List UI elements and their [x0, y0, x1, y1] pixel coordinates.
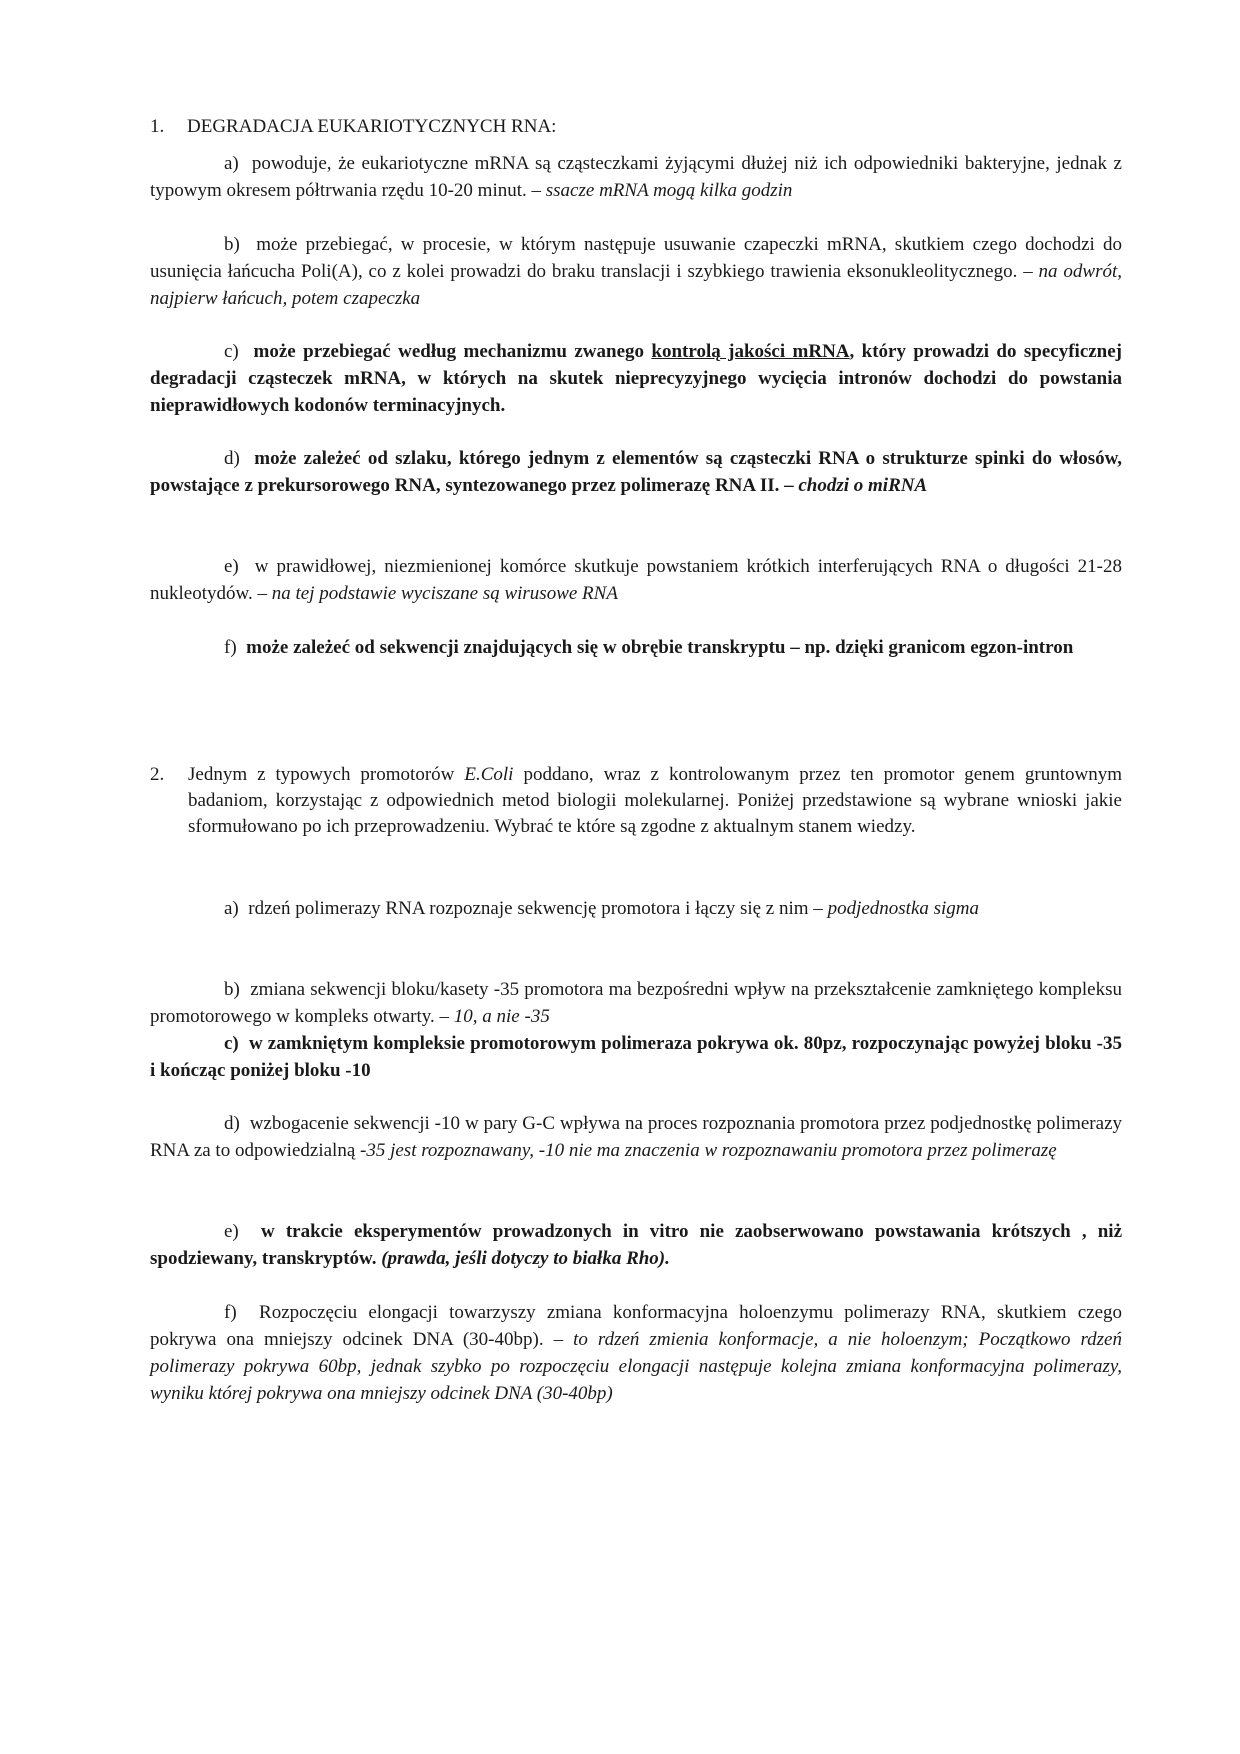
q2-option-f-label: f): [224, 1302, 237, 1323]
q2-option-a-label: a): [224, 898, 239, 919]
q2-option-a: [150, 895, 1122, 922]
question-1-number: 1.: [150, 116, 165, 137]
q1-option-b-text: może przebiegać, w procesie, w którym następuje usuwanie czapeczki mRNA, skutkiem czego dochodzi do usunięcia łańcucha Poli(A), co z kolei prowadzi do braku translacji i szybkiego trawienia eksonukleolitycznego. –: [150, 234, 1123, 282]
q1-option-c-text-underlined: kontrolą jakości mRNA: [651, 341, 850, 362]
q1-option-f-label: f): [224, 637, 237, 658]
q2-option-e-note: (prawda, jeśli dotyczy to białka Rho).: [381, 1248, 670, 1269]
q1-option-e-note: na tej podstawie wyciszane są wirusowe RNA: [271, 583, 618, 604]
q2-option-b-note: 10, a nie -35: [453, 1006, 550, 1027]
q2-option-c-label: c): [224, 1033, 239, 1054]
q2-option-d: [150, 1110, 1122, 1164]
q1-option-c-text-pre: może przebiegać według mechanizmu zwanego: [253, 341, 645, 362]
q2-option-e: [150, 1218, 1122, 1272]
q2-option-c: [150, 1030, 1122, 1084]
question-2-intro-post: poddano, wraz z kontrolowanym przez ten promotor genem gruntownym badaniom, korzystając z odpowiednich metod biologii molekularnej. Poniżej przedstawione są wybrane wnioski jakie sformułowano po ich przeprowadzeniu. Wybrać te które są zgodne z aktualnym stanem wiedzy.: [188, 764, 1123, 837]
q1-option-d-text: może zależeć od szlaku, którego jednym z elementów są cząsteczki RNA o strukturze spinki do włosów, powstające z prekursorowego RNA, syntezowanego przez polimerazę RNA II. –: [150, 448, 1123, 496]
q1-option-b: [150, 231, 1122, 312]
q1-option-b-label: b): [224, 234, 240, 255]
q2-option-a-text: rdzeń polimerazy RNA rozpoznaje sekwencję promotora i łączy się z nim –: [248, 898, 823, 919]
q1-option-b-note: na odwrót, najpierw łańcuch, potem czapeczka: [150, 261, 1122, 309]
q1-option-a: [150, 150, 1122, 204]
q2-option-b-label: b): [224, 979, 240, 1000]
question-1-title: DEGRADACJA EUKARIOTYCZNYCH RNA:: [187, 116, 557, 137]
q2-option-b: [150, 976, 1122, 1030]
q1-option-d-label: d): [224, 448, 240, 469]
q2-option-d-text: wzbogacenie sekwencji -10 w pary G-C wpływa na proces rozpoznania promotora przez podjednostkę polimerazy RNA za to odpowiedzialną: [150, 1113, 1122, 1161]
q1-option-f: [150, 634, 1122, 661]
q2-option-a-note: podjednostka sigma: [827, 898, 980, 919]
q2-option-d-note: -35 jest rozpoznawany, -10 nie ma znaczenia w rozpoznawaniu promotora przez polimerazę: [360, 1140, 1057, 1161]
q1-option-d: [150, 445, 1122, 499]
q2-option-e-label: e): [224, 1221, 239, 1242]
q2-option-f-text: Rozpoczęciu elongacji towarzyszy zmiana konformacyjna holoenzymu polimerazy RNA, skutkiem czego pokrywa ona mniejszy odcinek DNA (30-40bp). –: [150, 1302, 1123, 1350]
q1-option-f-text: może zależeć od sekwencji znajdujących się w obrębie transkryptu – np. dzięki granicom egzon-intron: [246, 637, 1074, 658]
q1-option-a-text: powoduje, że eukariotyczne mRNA są cząsteczkami żyjącymi dłużej niż ich odpowiedniki bakteryjne, jednak z typowym okresem półtrwania rzędu 10-20 minut. –: [150, 153, 1122, 201]
question-2-number: 2.: [150, 764, 165, 785]
q1-option-c: [150, 338, 1122, 419]
q2-option-f: [150, 1299, 1122, 1407]
q1-option-d-note: chodzi o miRNA: [798, 475, 928, 496]
q2-option-f-note: to rdzeń zmienia konformacje, a nie holoenzym; Początkowo rdzeń polimerazy pokrywa 60bp, jednak szybko po rozpoczęciu elongacji następuje kolejna zmiana konformacyjna polimerazy, wyniku której pokrywa ona mniejszy odcinek DNA (30-40bp): [150, 1329, 1122, 1404]
question-2-organism: E.Coli: [464, 764, 514, 785]
q1-option-a-note: ssacze mRNA mogą kilka godzin: [545, 180, 793, 201]
question-2-intro: [150, 762, 1122, 840]
q1-option-a-label: a): [224, 153, 239, 174]
q2-option-d-label: d): [224, 1113, 240, 1134]
q1-option-e-text: w prawidłowej, niezmienionej komórce skutkuje powstaniem krótkich interferujących RNA o długości 21-28 nukleotydów. –: [150, 556, 1123, 604]
q2-option-e-text: w trakcie eksperymentów prowadzonych in vitro nie zaobserwowano powstawania krótszych , niż spodziewany, transkryptów.: [150, 1221, 1123, 1269]
question-1-heading: [150, 113, 1130, 141]
q1-option-c-text-post: , który prowadzi do specyficznej degradacji cząsteczek mRNA, w których na skutek nieprecyzyjnego wycięcia intronów dochodzi do powstania nieprawidłowych kodonów terminacyjnych.: [150, 341, 1123, 416]
q1-option-e-label: e): [224, 556, 239, 577]
q2-option-b-text: zmiana sekwencji bloku/kasety -35 promotora ma bezpośredni wpływ na przekształcenie zamkniętego kompleksu promotorowego w kompleks otwarty. –: [150, 979, 1123, 1027]
q2-option-c-text: w zamkniętym kompleksie promotorowym polimeraza pokrywa ok. 80pz, rozpoczynając powyżej bloku -35 i kończąc poniżej bloku -10: [150, 1033, 1122, 1081]
question-2-intro-pre: Jednym z typowych promotorów: [188, 764, 455, 785]
q1-option-c-label: c): [224, 341, 239, 362]
q1-option-e: [150, 553, 1122, 607]
